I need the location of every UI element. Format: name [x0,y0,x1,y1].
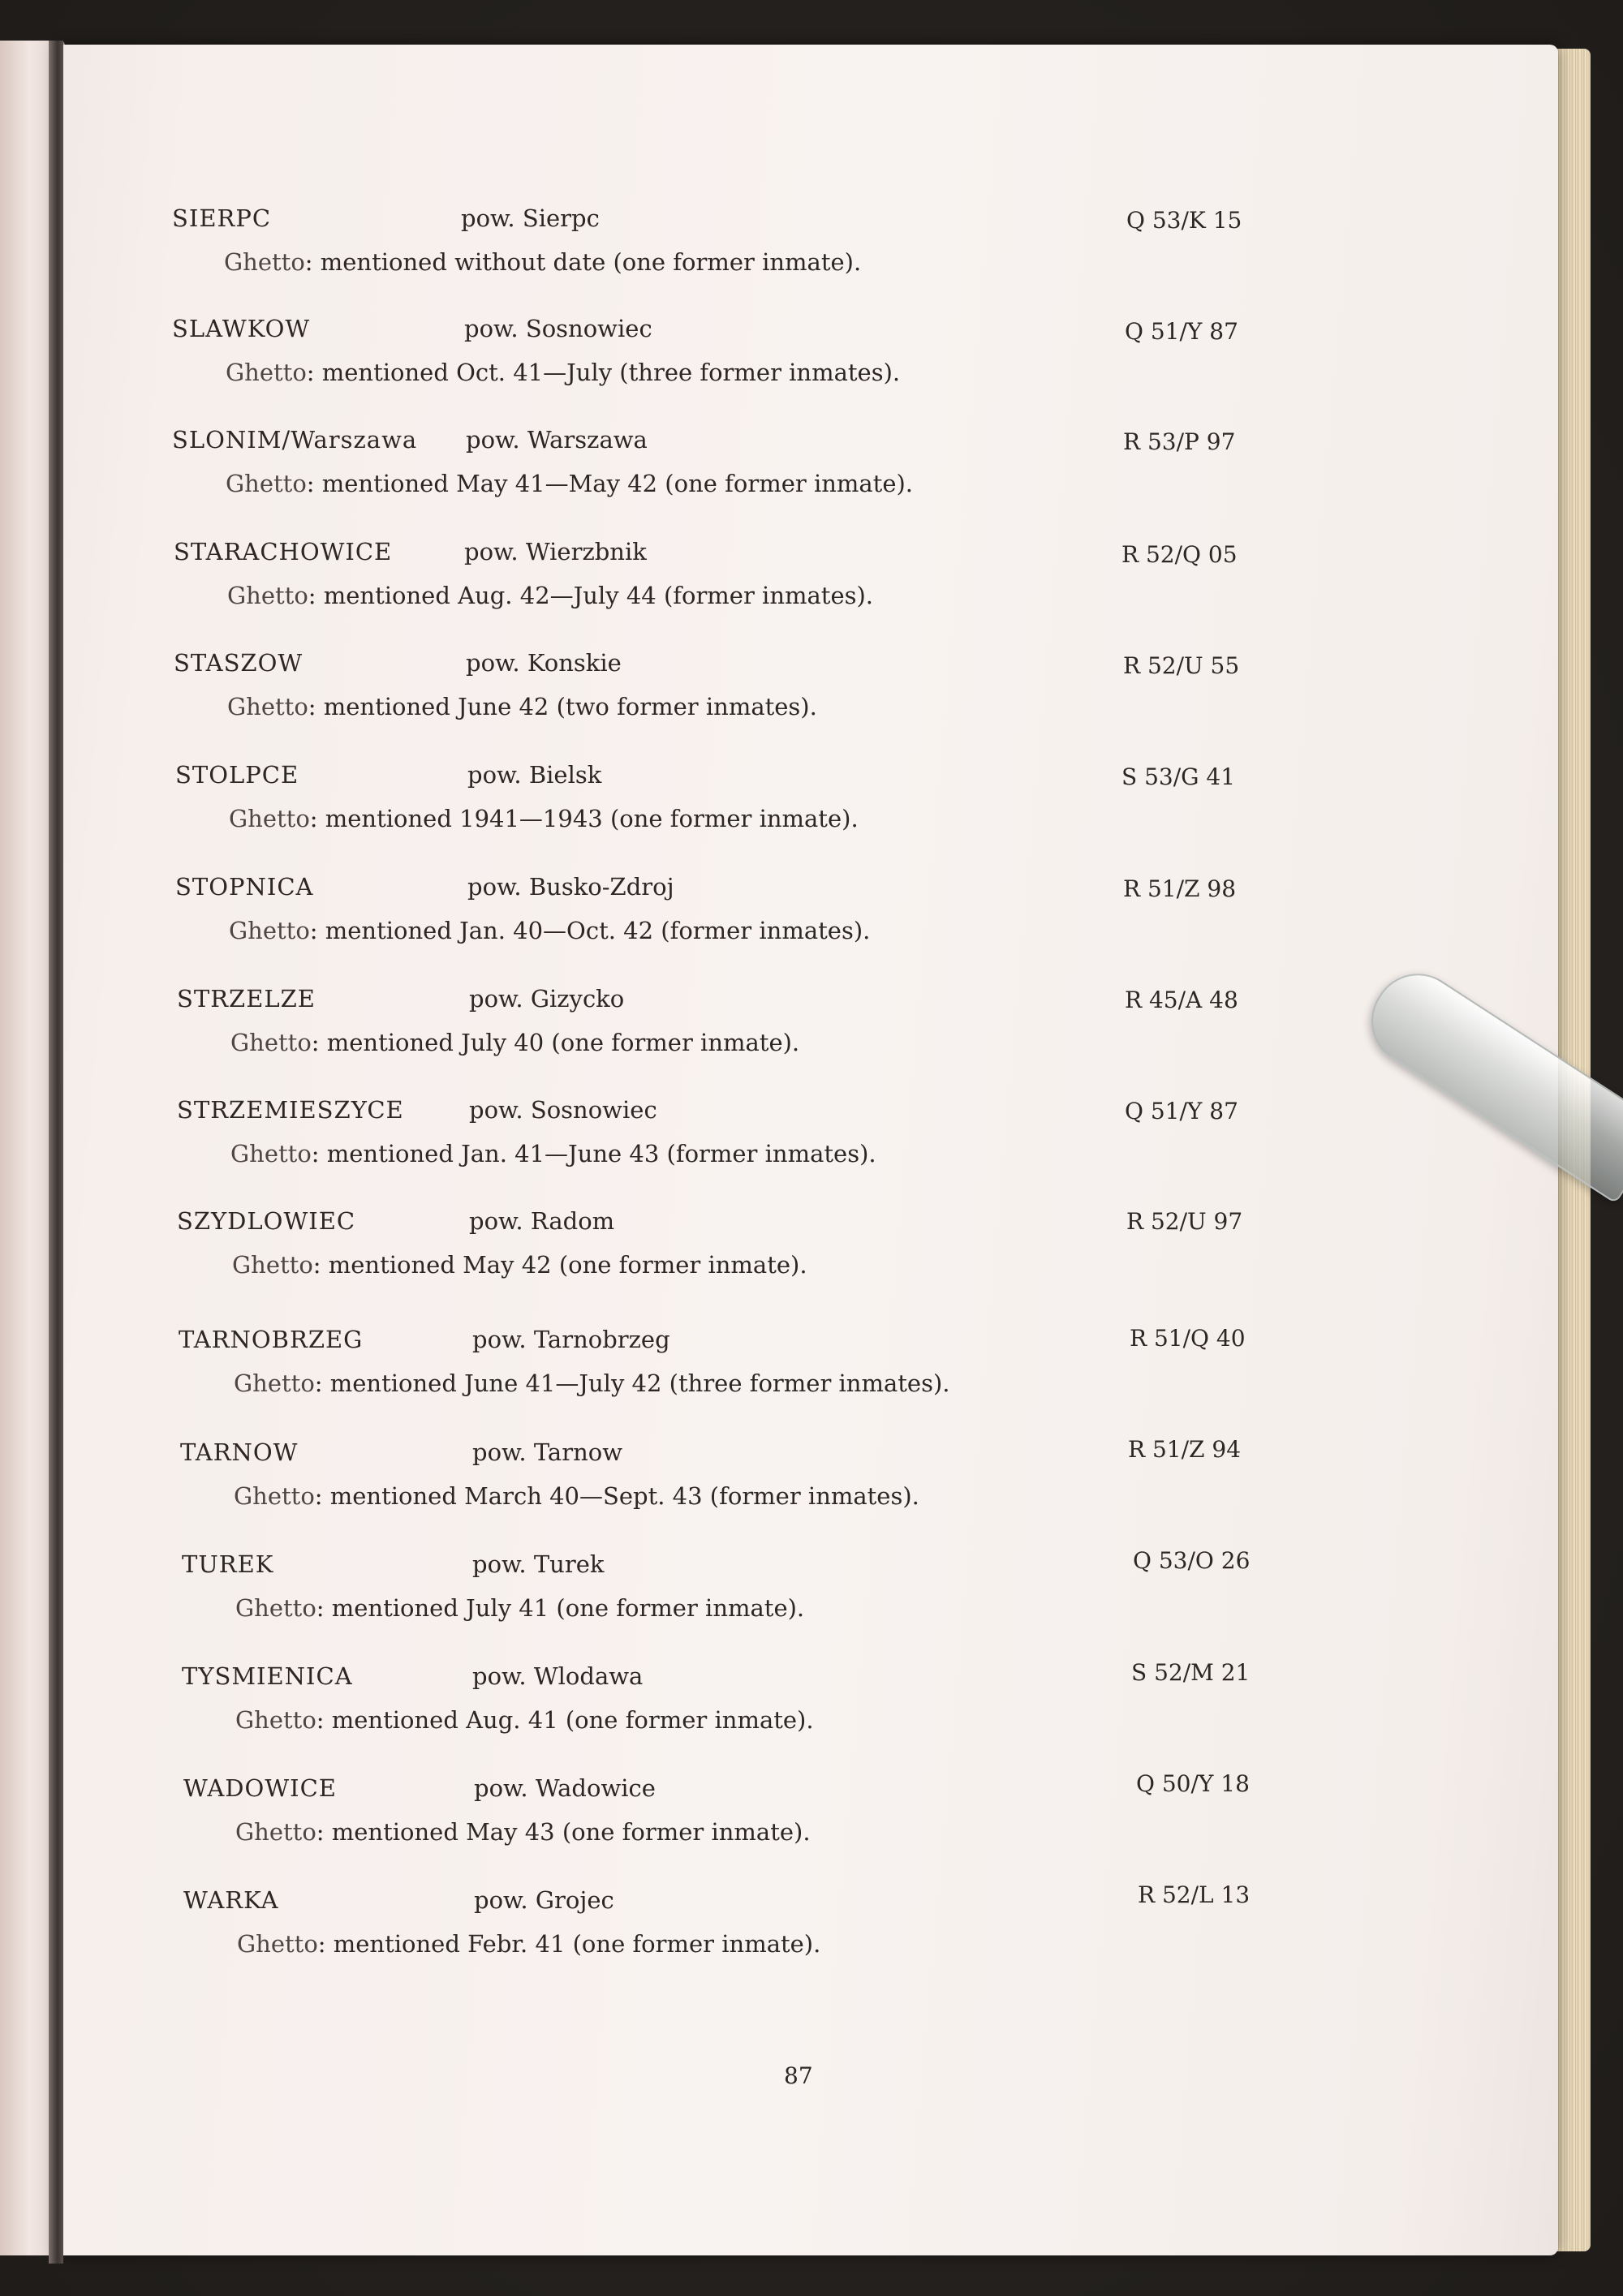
ghetto-note-text: : mentioned Oct. 41—July (three former inmates). [306,359,901,386]
ghetto-note [234,1482,919,1510]
ghetto-note [226,361,900,385]
district-label: pow. Tarnow [472,1438,623,1466]
district-label: pow. Busko-Zdroj [467,873,674,901]
page-number: 87 [784,2062,813,2089]
ghetto-label: Ghetto [235,1594,316,1622]
ghetto-note-text: : mentioned March 40—Sept. 43 (former inmates). [314,1482,919,1510]
grid-reference: R 52/U 55 [1123,652,1240,679]
ghetto-note-text: : mentioned May 42 (one former inmate). [312,1251,807,1279]
ghetto-label: Ghetto [227,582,308,609]
district-label: pow. Sierpc [461,204,600,232]
grid-reference: Q 51/Y 87 [1125,318,1238,345]
grid-reference: R 52/U 97 [1126,1208,1243,1235]
place-name: STASZOW [174,649,304,677]
ghetto-label: Ghetto [234,1369,315,1397]
ghetto-note [235,1818,811,1846]
district-label: pow. Grojec [474,1886,614,1914]
ghetto-note-text: : mentioned Jan. 40—Oct. 42 (former inmates). [309,917,871,944]
ghetto-note [234,1369,950,1397]
ghetto-note [232,1253,807,1277]
ghetto-note [226,472,913,496]
ghetto-note [230,1142,876,1166]
ghetto-label: Ghetto [224,248,305,276]
grid-reference: R 51/Z 98 [1123,875,1237,902]
place-name: STRZELZE [177,985,316,1013]
district-label: pow. Turek [472,1550,605,1578]
ghetto-label: Ghetto [237,1930,318,1958]
ghetto-note [227,695,817,719]
district-label: pow. Gizycko [469,985,625,1013]
ghetto-label: Ghetto [230,1140,312,1167]
ghetto-note [227,584,873,608]
ghetto-note [235,1594,805,1622]
ghetto-label: Ghetto [227,693,308,720]
grid-reference: R 51/Q 40 [1130,1325,1246,1352]
district-label: pow. Wadowice [474,1774,656,1802]
district-label: pow. Tarnobrzeg [472,1326,670,1353]
ghetto-note [235,1706,814,1734]
place-name: TARNOBRZEG [179,1326,364,1353]
district-label: pow. Wierzbnik [464,538,647,565]
grid-reference: Q 53/O 26 [1133,1547,1251,1574]
ghetto-note [229,919,870,943]
district-label: pow. Wlodawa [472,1662,644,1690]
ghetto-note [229,807,859,831]
place-name: SIERPC [172,204,272,232]
place-name: WARKA [183,1886,279,1914]
grid-reference: Q 53/K 15 [1126,207,1242,234]
book-gutter [49,41,63,2264]
district-label: pow. Radom [469,1207,615,1235]
place-name: SLAWKOW [172,315,311,342]
grid-reference: S 52/M 21 [1131,1659,1251,1686]
grid-reference: R 53/P 97 [1123,428,1236,455]
ghetto-label: Ghetto [229,805,310,832]
place-name: TARNOW [180,1438,299,1466]
district-label: pow. Konskie [466,649,622,677]
place-name: WADOWICE [183,1774,337,1802]
ghetto-note [230,1031,799,1055]
place-name: STOPNICA [175,873,314,901]
ghetto-label: Ghetto [226,470,307,497]
place-name: TYSMIENICA [182,1662,353,1690]
ghetto-label: Ghetto [230,1029,312,1056]
grid-reference: S 53/G 41 [1121,763,1236,790]
grid-reference: R 45/A 48 [1125,987,1238,1013]
grid-reference: R 51/Z 94 [1128,1436,1242,1463]
ghetto-note [237,1930,821,1958]
grid-reference: Q 51/Y 87 [1125,1098,1238,1124]
ghetto-note-text: : mentioned July 40 (one former inmate). [311,1029,800,1056]
ghetto-note-text: : mentioned June 41—July 42 (three former inmates). [314,1369,950,1397]
place-name: STARACHOWICE [174,538,393,565]
place-name: STOLPCE [175,761,299,789]
ghetto-note-text: : mentioned May 43 (one former inmate). [316,1818,811,1846]
place-name: SZYDLOWIEC [177,1207,356,1235]
ghetto-label: Ghetto [235,1818,316,1846]
ghetto-note-text: : mentioned July 41 (one former inmate). [316,1594,805,1622]
ghetto-label: Ghetto [234,1482,315,1510]
ghetto-label: Ghetto [232,1251,313,1279]
district-label: pow. Sosnowiec [469,1096,657,1124]
ghetto-note-text: : mentioned May 41—May 42 (one former inmate). [306,470,914,497]
district-label: pow. Warszawa [466,426,648,454]
ghetto-note-text: : mentioned Febr. 41 (one former inmate). [317,1930,821,1958]
grid-reference: Q 50/Y 18 [1136,1770,1250,1797]
grid-reference: R 52/Q 05 [1121,541,1238,568]
grid-reference: R 52/L 13 [1138,1881,1251,1908]
ghetto-note [224,248,862,276]
district-label: pow. Sosnowiec [464,315,652,342]
place-name: SLONIM/Warszawa [172,426,418,454]
district-label: pow. Bielsk [467,761,602,789]
ghetto-note-text: : mentioned June 42 (two former inmates). [308,693,817,720]
place-name: STRZEMIESZYCE [177,1096,404,1124]
ghetto-label: Ghetto [226,359,307,386]
ghetto-note-text: : mentioned Aug. 41 (one former inmate). [316,1706,814,1734]
ghetto-note-text: : mentioned without date (one former inmate). [304,248,862,276]
ghetto-note-text: : mentioned 1941—1943 (one former inmate). [309,805,859,832]
ghetto-note-text: : mentioned Jan. 41—June 43 (former inmates). [311,1140,876,1167]
ghetto-label: Ghetto [235,1706,316,1734]
place-name: TUREK [182,1550,274,1578]
ghetto-note-text: : mentioned Aug. 42—July 44 (former inmates). [308,582,874,609]
ghetto-label: Ghetto [229,917,310,944]
